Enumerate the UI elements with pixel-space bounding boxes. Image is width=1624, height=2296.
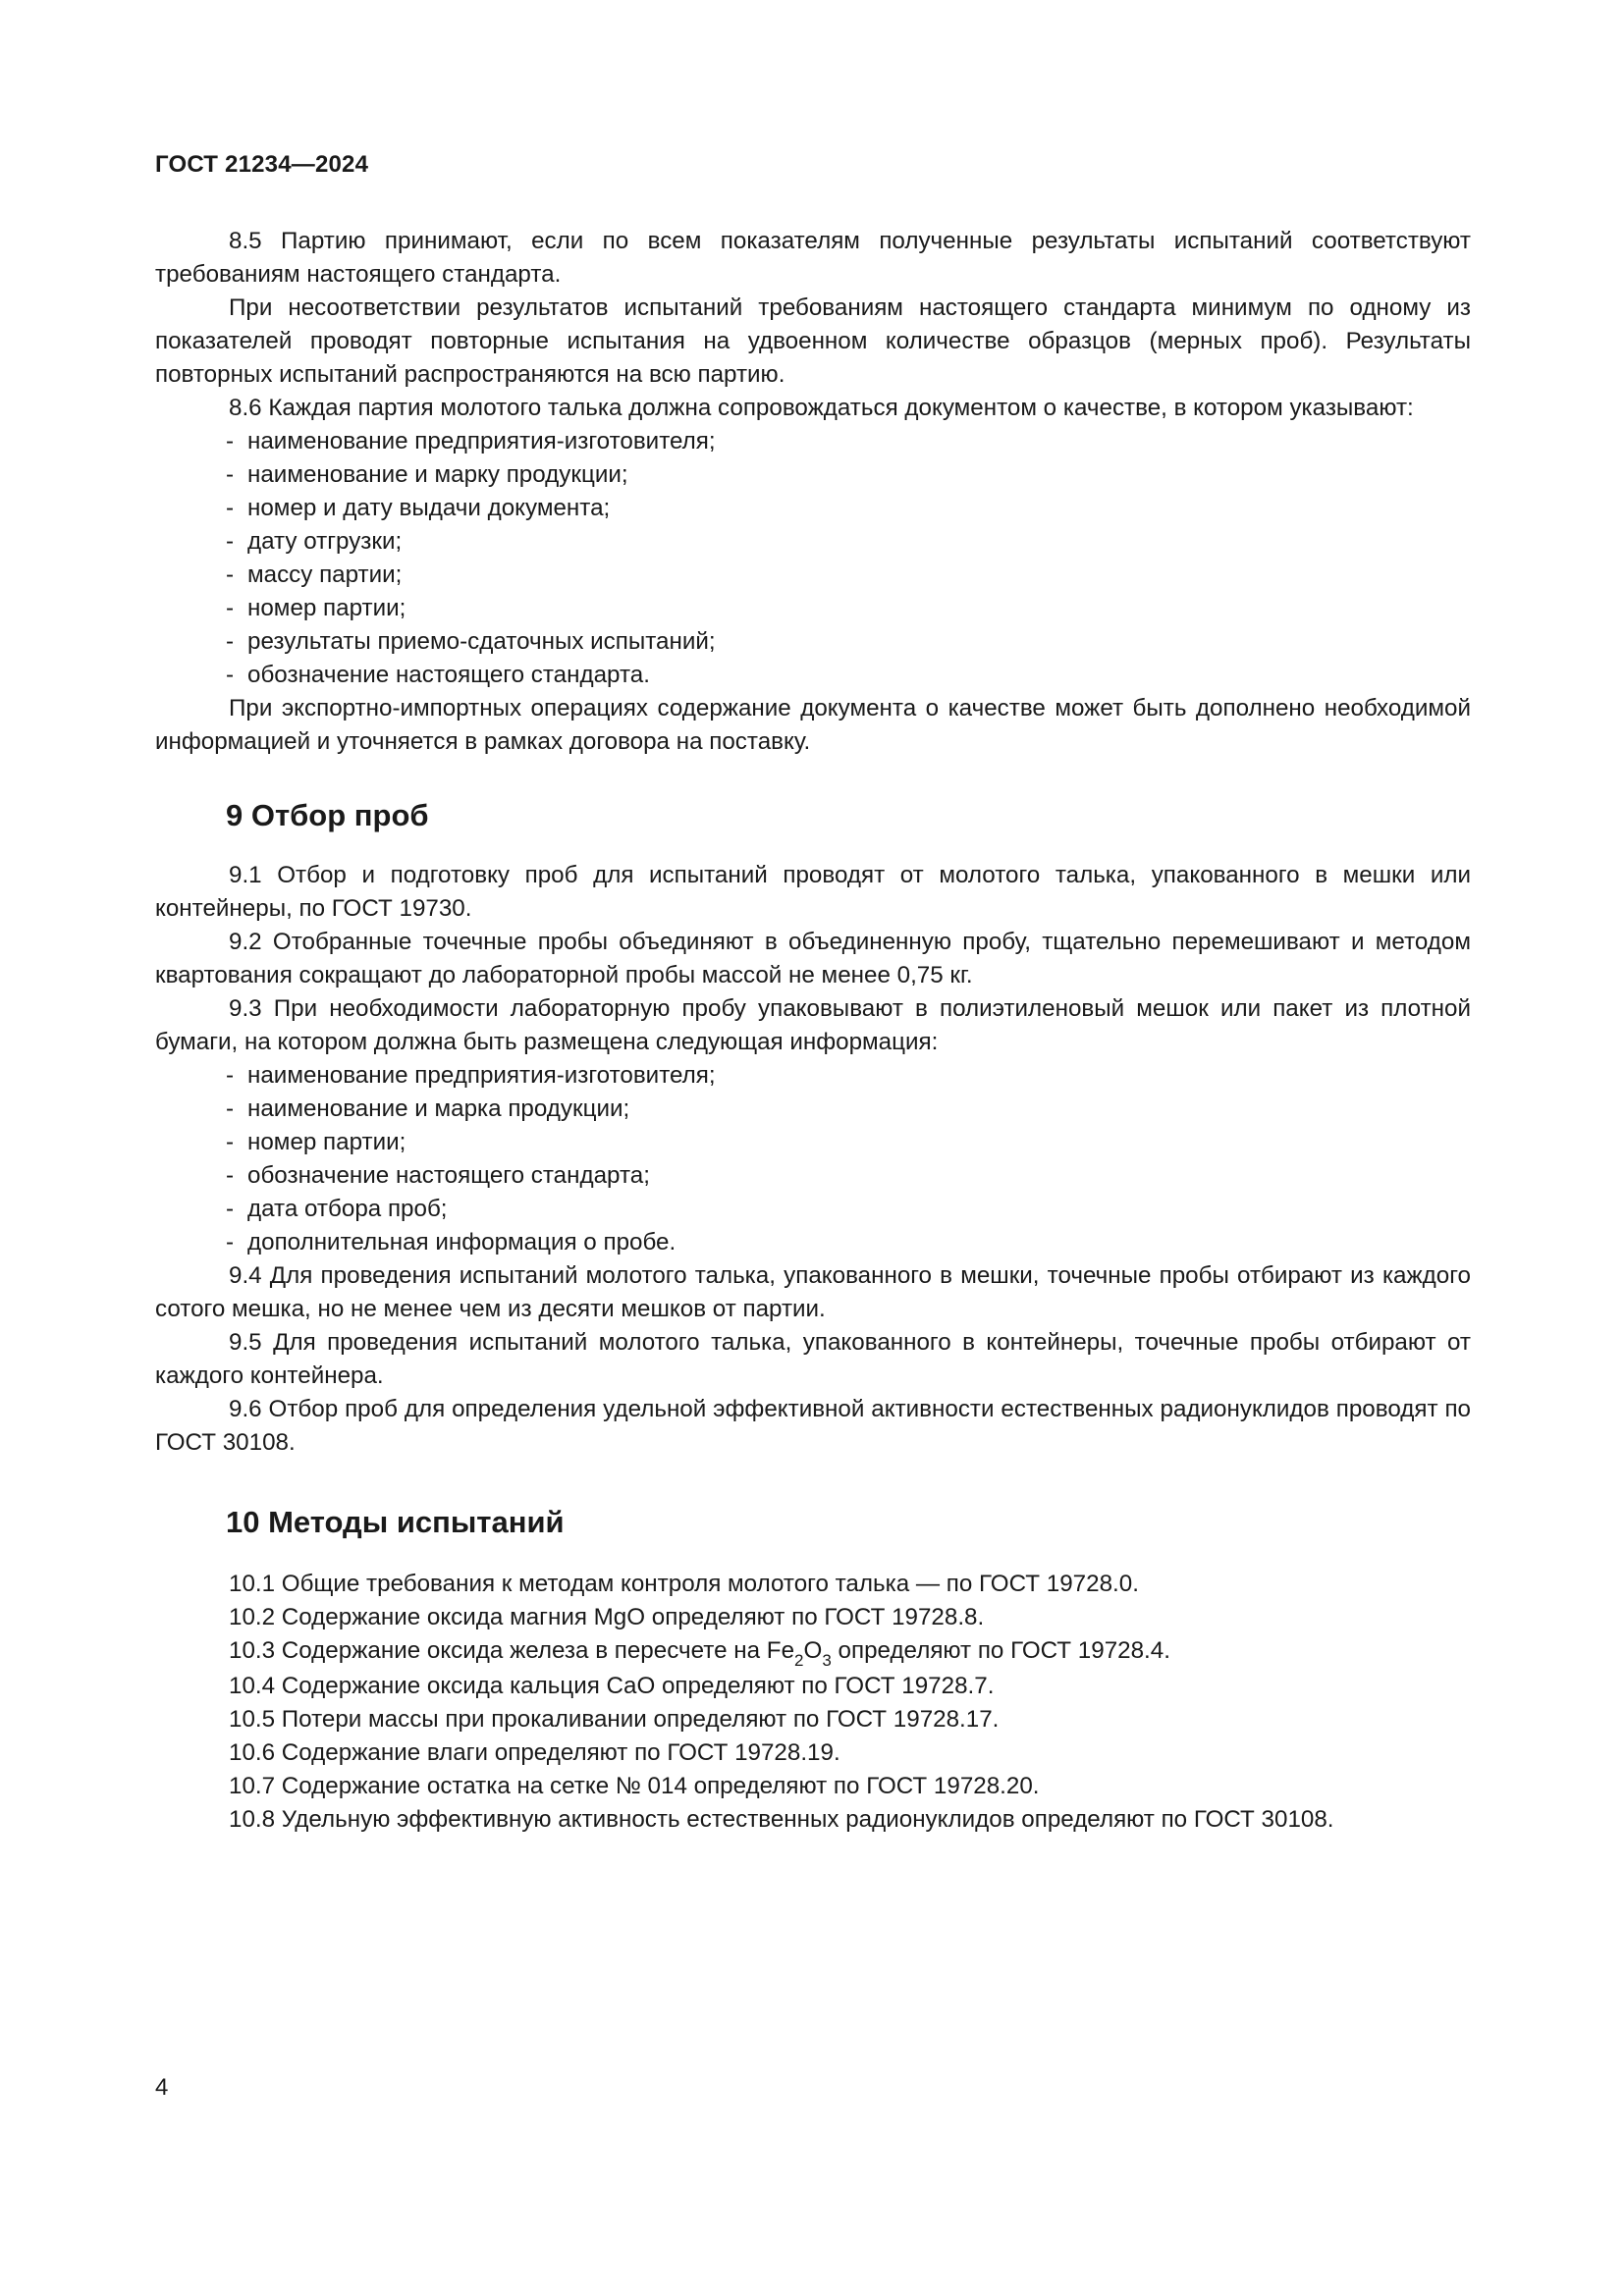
paragraph-10-5: 10.5 Потери массы при прокаливании определяют по ГОСТ 19728.17. [229, 1706, 1000, 1733]
paragraph-9-4: 9.4 Для проведения испытаний молотого талька, упакованного в мешки, точечные пробы отбирают из каждого сотого мешка, но не менее чем из десяти мешков от партии. [155, 1262, 1471, 1322]
list-item: - дополнительная информация о пробе. [226, 1229, 677, 1255]
paragraph-9-6: 9.6 Отбор проб для определения удельной эффективной активности естественных радионуклидов проводят по ГОСТ 30108. [155, 1396, 1471, 1456]
page-number: 4 [155, 2074, 169, 2101]
paragraph-10-4: 10.4 Содержание оксида кальция CaO определяют по ГОСТ 19728.7. [229, 1673, 995, 1699]
quality-document-list [155, 425, 1471, 692]
section-9-heading: 9 Отбор проб [226, 798, 429, 832]
paragraph-10-8: 10.8 Удельную эффективную активность естественных радионуклидов определяют по ГОСТ 30108. [229, 1806, 1334, 1833]
paragraph-10-7: 10.7 Содержание остатка на сетке № 014 определяют по ГОСТ 19728.20. [229, 1773, 1040, 1799]
paragraph-9-5: 9.5 Для проведения испытаний молотого талька, упакованного в контейнеры, точечные пробы отбирают от каждого контейнера. [155, 1329, 1471, 1389]
list-item: - номер и дату выдачи документа; [226, 495, 611, 521]
paragraph-10-6: 10.6 Содержание влаги определяют по ГОСТ 19728.19. [229, 1739, 840, 1766]
list-item: - номер партии; [226, 1129, 406, 1155]
paragraph-10-3: 10.3 Содержание оксида железа в пересчете на $Fe_2O_3$ определяют по ГОСТ 19728.4. [229, 1637, 1170, 1670]
paragraph-9-1: 9.1 Отбор и подготовку проб для испытаний проводят от молотого талька, упакованного в мешки или контейнеры, по ГОСТ 19730. [155, 862, 1471, 922]
list-item: - результаты приемо-сдаточных испытаний; [226, 628, 716, 655]
section-10-heading: 10 Методы испытаний [226, 1505, 565, 1539]
paragraph-8-6: 8.6 Каждая партия молотого талька должна сопровождаться документом о качестве, в котором указывают: [229, 395, 1414, 421]
document-number-header: ГОСТ 21234—2024 [155, 151, 369, 178]
list-item: - наименование и марку продукции; [226, 461, 628, 488]
paragraph-8-6-continuation: При экспортно-импортных операциях содержание документа о качестве может быть дополнено необходимой информацией и уточняется в рамках договора на поставку. [155, 695, 1471, 755]
paragraph-8-5: 8.5 Партию принимают, если по всем показателям полученные результаты испытаний соответствуют требованиям настоящего стандарта. [155, 228, 1471, 288]
paragraph-10-1: 10.1 Общие требования к методам контроля молотого талька — по ГОСТ 19728.0. [229, 1571, 1139, 1597]
list-item: - обозначение настоящего стандарта; [226, 1162, 650, 1189]
list-item: - наименование предприятия-изготовителя; [226, 1062, 716, 1089]
paragraph-9-2: 9.2 Отобранные точечные пробы объединяют в объединенную пробу, тщательно перемешивают и методом квартования сокращают до лабораторной пробы массой не менее 0,75 кг. [155, 929, 1471, 988]
sample-label-list [155, 1059, 1471, 1259]
paragraph-10-2: 10.2 Содержание оксида магния MgO определяют по ГОСТ 19728.8. [229, 1604, 985, 1630]
list-item: - дата отбора проб; [226, 1196, 448, 1222]
paragraph-9-3: 9.3 При необходимости лабораторную пробу упаковывают в полиэтиленовый мешок или пакет из плотной бумаги, на котором должна быть размещена следующая информация: [155, 995, 1471, 1055]
list-item: - массу партии; [226, 561, 403, 588]
list-item: - дату отгрузки; [226, 528, 403, 555]
paragraph-8-5-continuation: При несоответствии результатов испытаний требованиям настоящего стандарта минимум по одному из показателей проводят повторные испытания на удвоенном количестве образцов (мерных проб). Результаты повторных испытаний распространяются на всю партию. [155, 294, 1471, 388]
list-item: - номер партии; [226, 595, 406, 621]
list-item: - наименование предприятия-изготовителя; [226, 428, 716, 454]
list-item: - обозначение настоящего стандарта. [226, 662, 650, 688]
document-body [155, 225, 1471, 1837]
list-item: - наименование и марка продукции; [226, 1095, 630, 1122]
